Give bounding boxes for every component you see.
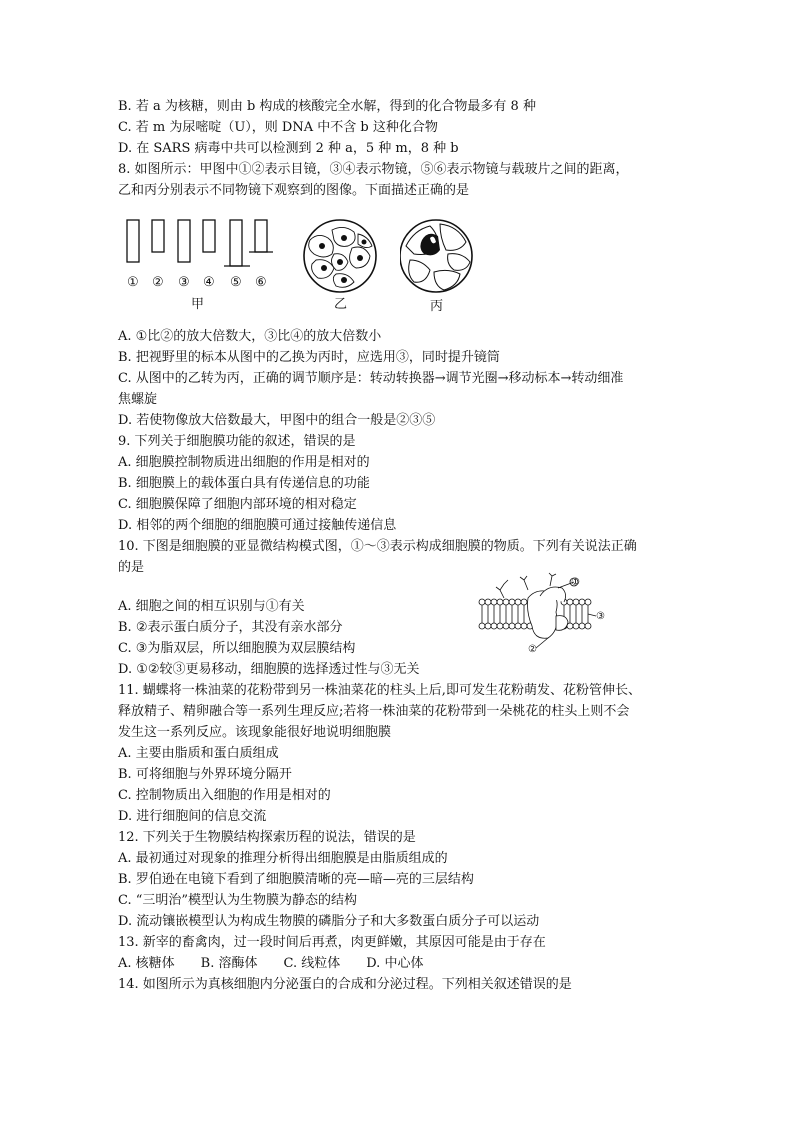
figure-number: ⑤ [230,275,242,290]
question-8-stem: 8. 如图所示：甲图中①②表示目镜，③④表示物镜，⑤⑥表示物镜与载玻片之间的距离， [118,162,629,177]
option-9a: A. 细胞膜控制物质进出细胞的作用是相对的 [118,455,370,470]
figure-number: ④ [203,275,215,290]
question-12-stem: 12. 下列关于生物膜结构探索历程的说法，错误的是 [118,830,416,845]
text-line: D. 在 SARS 病毒中共可以检测到 2 种 a，5 种 m，8 种 b [118,141,459,156]
question-10-stem: 10. 下图是细胞膜的亚显微结构模式图，①～③表示构成细胞膜的物质。下列有关说法正确 [118,539,637,554]
label-jia: 甲 [191,297,205,312]
text-line: 乙和丙分别表示不同物镜下观察到的图像。下面描述正确的是 [118,183,470,198]
option-10b: B. ②表示蛋白质分子，其没有亲水部分 [118,620,343,635]
label-yi: 乙 [334,297,348,312]
text-line: 发生这一系列反应。该现象能很好地说明细胞膜 [118,725,392,740]
objective-4 [203,220,215,252]
figure-8-bing [400,216,480,316]
objective-3 [178,220,190,262]
label-1: ① [571,577,580,588]
question-14-stem: 14. 如图所示为真核细胞内分泌蛋白的合成和分泌过程。下列相关叙述错误的是 [118,977,572,992]
option-13: A. 核糖体 B. 溶酶体 C. 线粒体 D. 中心体 [118,956,424,971]
option-12c: C. “三明治”模型认为生物膜为静态的结构 [118,893,358,908]
question-9-stem: 9. 下列关于细胞膜功能的叙述，错误的是 [118,434,356,449]
option-8a: A. ①比②的放大倍数大，③比④的放大倍数小 [118,329,382,344]
text-line: 的是 [118,560,145,575]
view-yi [304,220,376,292]
eyepiece-1 [127,220,139,262]
text-line: 焦螺旋 [118,392,158,407]
text-line: 释放精子、精卵融合等一系列生理反应;若将一株油菜的花粉带到一朵桃花的柱头上则不会 [118,704,630,719]
label-bing: 丙 [430,299,444,314]
label-3: ③ [596,611,605,622]
question-11-stem: 11. 蝴蝶将一株油菜的花粉带到另一株油菜花的柱头上后,即可发生花粉萌发、花粉管伸长、 [118,683,641,698]
figure-number: ① [127,275,139,290]
figure-8-svg [118,210,418,320]
option-10c: C. ③为脂双层，所以细胞膜为双层膜结构 [118,641,356,656]
figure-number: ② [152,275,164,290]
figure-number: ③ [178,275,190,290]
option-9d: D. 相邻的两个细胞的细胞膜可通过接触传递信息 [118,518,397,533]
option-9c: C. 细胞膜保障了细胞内部环境的相对稳定 [118,497,357,512]
option-11b: B. 可将细胞与外界环境分隔开 [118,767,292,782]
eyepiece-2 [152,220,164,252]
option-11d: D. 进行细胞间的信息交流 [118,809,267,824]
option-10a: A. 细胞之间的相互识别与①有关 [118,599,305,614]
option-12b: B. 罗伯逊在电镜下看到了细胞膜清晰的亮—暗—亮的三层结构 [118,872,474,887]
option-12d: D. 流动镶嵌模型认为构成生物膜的磷脂分子和大多数蛋白质分子可以运动 [118,914,540,929]
figure-8 [118,210,418,320]
label-2: ② [528,644,537,655]
option-9b: B. 细胞膜上的载体蛋白具有传递信息的功能 [118,476,370,491]
text-line: C. 若 m 为尿嘧啶（U），则 DNA 中不含 b 这种化合物 [118,120,438,135]
option-8d: D. 若使物像放大倍数最大，甲图中的组合一般是②③⑤ [118,413,436,428]
figure-number: ⑥ [255,275,267,290]
text-line: B. 若 a 为核糖，则由 b 构成的核酸完全水解，得到的化合物最多有 8 种 [118,99,536,114]
distance-5 [230,220,242,266]
option-11c: C. 控制物质出入细胞的作用是相对的 [118,788,331,803]
question-13-stem: 13. 新宰的畜禽肉，过一段时间后再煮，肉更鲜嫩，其原因可能是由于存在 [118,935,546,950]
option-10d: D. ①②较③更易移动，细胞膜的选择透过性与③无关 [118,662,420,677]
distance-6 [255,220,267,252]
option-12a: A. 最初通过对现象的推理分析得出细胞膜是由脂质组成的 [118,851,448,866]
figure-10 [470,568,610,658]
option-8c: C. 从图中的乙转为丙，正确的调节顺序是：转动转换器→调节光圈→移动标本→转动细准 [118,371,624,386]
option-11a: A. 主要由脂质和蛋白质组成 [118,746,279,761]
option-8b: B. 把视野里的标本从图中的乙换为丙时，应选用③，同时提升镜筒 [118,350,500,365]
